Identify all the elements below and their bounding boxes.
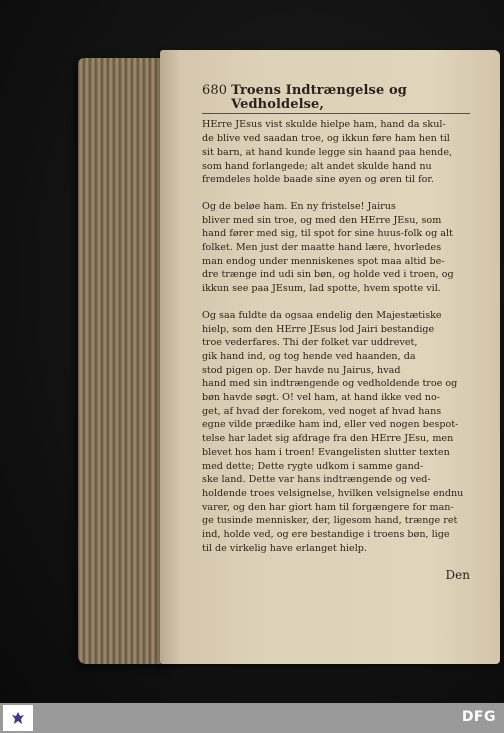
body-text <box>202 118 470 555</box>
text-line: egne vilde prædike ham ind, eller ved nogen bespot- <box>202 419 459 431</box>
text-line: fremdeles holde baade sine øyen og øren til for. <box>202 174 434 186</box>
text-line: ind, holde ved, og ere bestandige i troens bøn, lige <box>202 529 450 541</box>
running-title: Troens Indtrængelse og Vedholdelse, <box>231 83 407 112</box>
text-line: hand med sin indtrængende og vedholdende troe og <box>202 378 458 390</box>
text-line: hand fører med sig, til spot for sine huus-folk og alt <box>202 228 453 240</box>
text-line: man endog under menniskenes spot maa altid be- <box>202 255 445 267</box>
paragraph <box>202 118 470 187</box>
book-page-edges <box>78 58 168 664</box>
text-line: stod pigen op. Der havde nu Jairus, hvad <box>202 364 401 376</box>
text-line: ske land. Dette var hans indtrængende og ved- <box>202 474 431 486</box>
page-text-block <box>202 84 470 582</box>
text-line: holdende troes velsignelse, hvilken velsignelse endnu <box>202 487 464 499</box>
text-line: gik hand ind, og tog hende ved haanden, da <box>202 350 416 362</box>
running-header <box>202 84 470 114</box>
text-line: hielp, som den HErre JEsus lod Jairi bestandige <box>202 323 435 335</box>
text-line: bliver med sin troe, og med den HErre JEsu, som <box>202 214 442 226</box>
text-line: til de virkelig have erlanget hielp. <box>202 542 367 554</box>
text-line: telse har ladet sig afdrage fra den HErre JEsu, men <box>202 433 454 445</box>
eagle-emblem-icon <box>11 711 25 725</box>
text-line: som hand forlangede; alt andet skulde hand nu <box>202 160 432 172</box>
paragraph <box>202 200 470 296</box>
paragraph <box>202 309 470 556</box>
text-line: de blive ved saadan troe, og ikkun føre ham hen til <box>202 133 450 145</box>
text-line: Og saa fuldte da ogsaa endelig den Majestætiske <box>202 309 442 321</box>
text-line: dre trænge ind udi sin bøn, og holde ved i troen, og <box>202 269 454 281</box>
text-line: get, af hvad der forekom, ved noget af hvad hans <box>202 405 442 417</box>
text-line: bøn havde søgt. O! vel ham, at hand ikke ved no- <box>202 392 441 404</box>
text-line: Og de beløe ham. En ny fristelse! Jairus <box>202 200 396 212</box>
text-line: HErre JEsus vist skulde hielpe ham, hand da skul- <box>202 119 446 131</box>
institution-logo <box>3 705 33 731</box>
text-line: ge tusinde mennisker, der, ligesom hand, trænge ret <box>202 515 458 527</box>
catchword: Den <box>445 567 470 582</box>
dfg-logo: DFG <box>461 709 496 725</box>
viewer-footer-bar <box>0 703 504 733</box>
text-line: troe vederfares. Thi der folket var uddrevet, <box>202 337 418 349</box>
text-line: ikkun see paa JEsum, lad spotte, hvem spotte vil. <box>202 283 441 295</box>
text-line: folket. Men just der maatte hand lære, hvorledes <box>202 242 442 254</box>
page-number: 680 <box>202 83 228 98</box>
text-line: med dette; Dette rygte udkom i samme gand- <box>202 460 424 472</box>
text-line: blevet hos ham i troen! Evangelisten slutter texten <box>202 446 450 458</box>
text-line: varer, og den har giort ham til forgængere for man- <box>202 501 454 513</box>
text-line: sit barn, at hand kunde legge sin haand paa hende, <box>202 146 453 158</box>
